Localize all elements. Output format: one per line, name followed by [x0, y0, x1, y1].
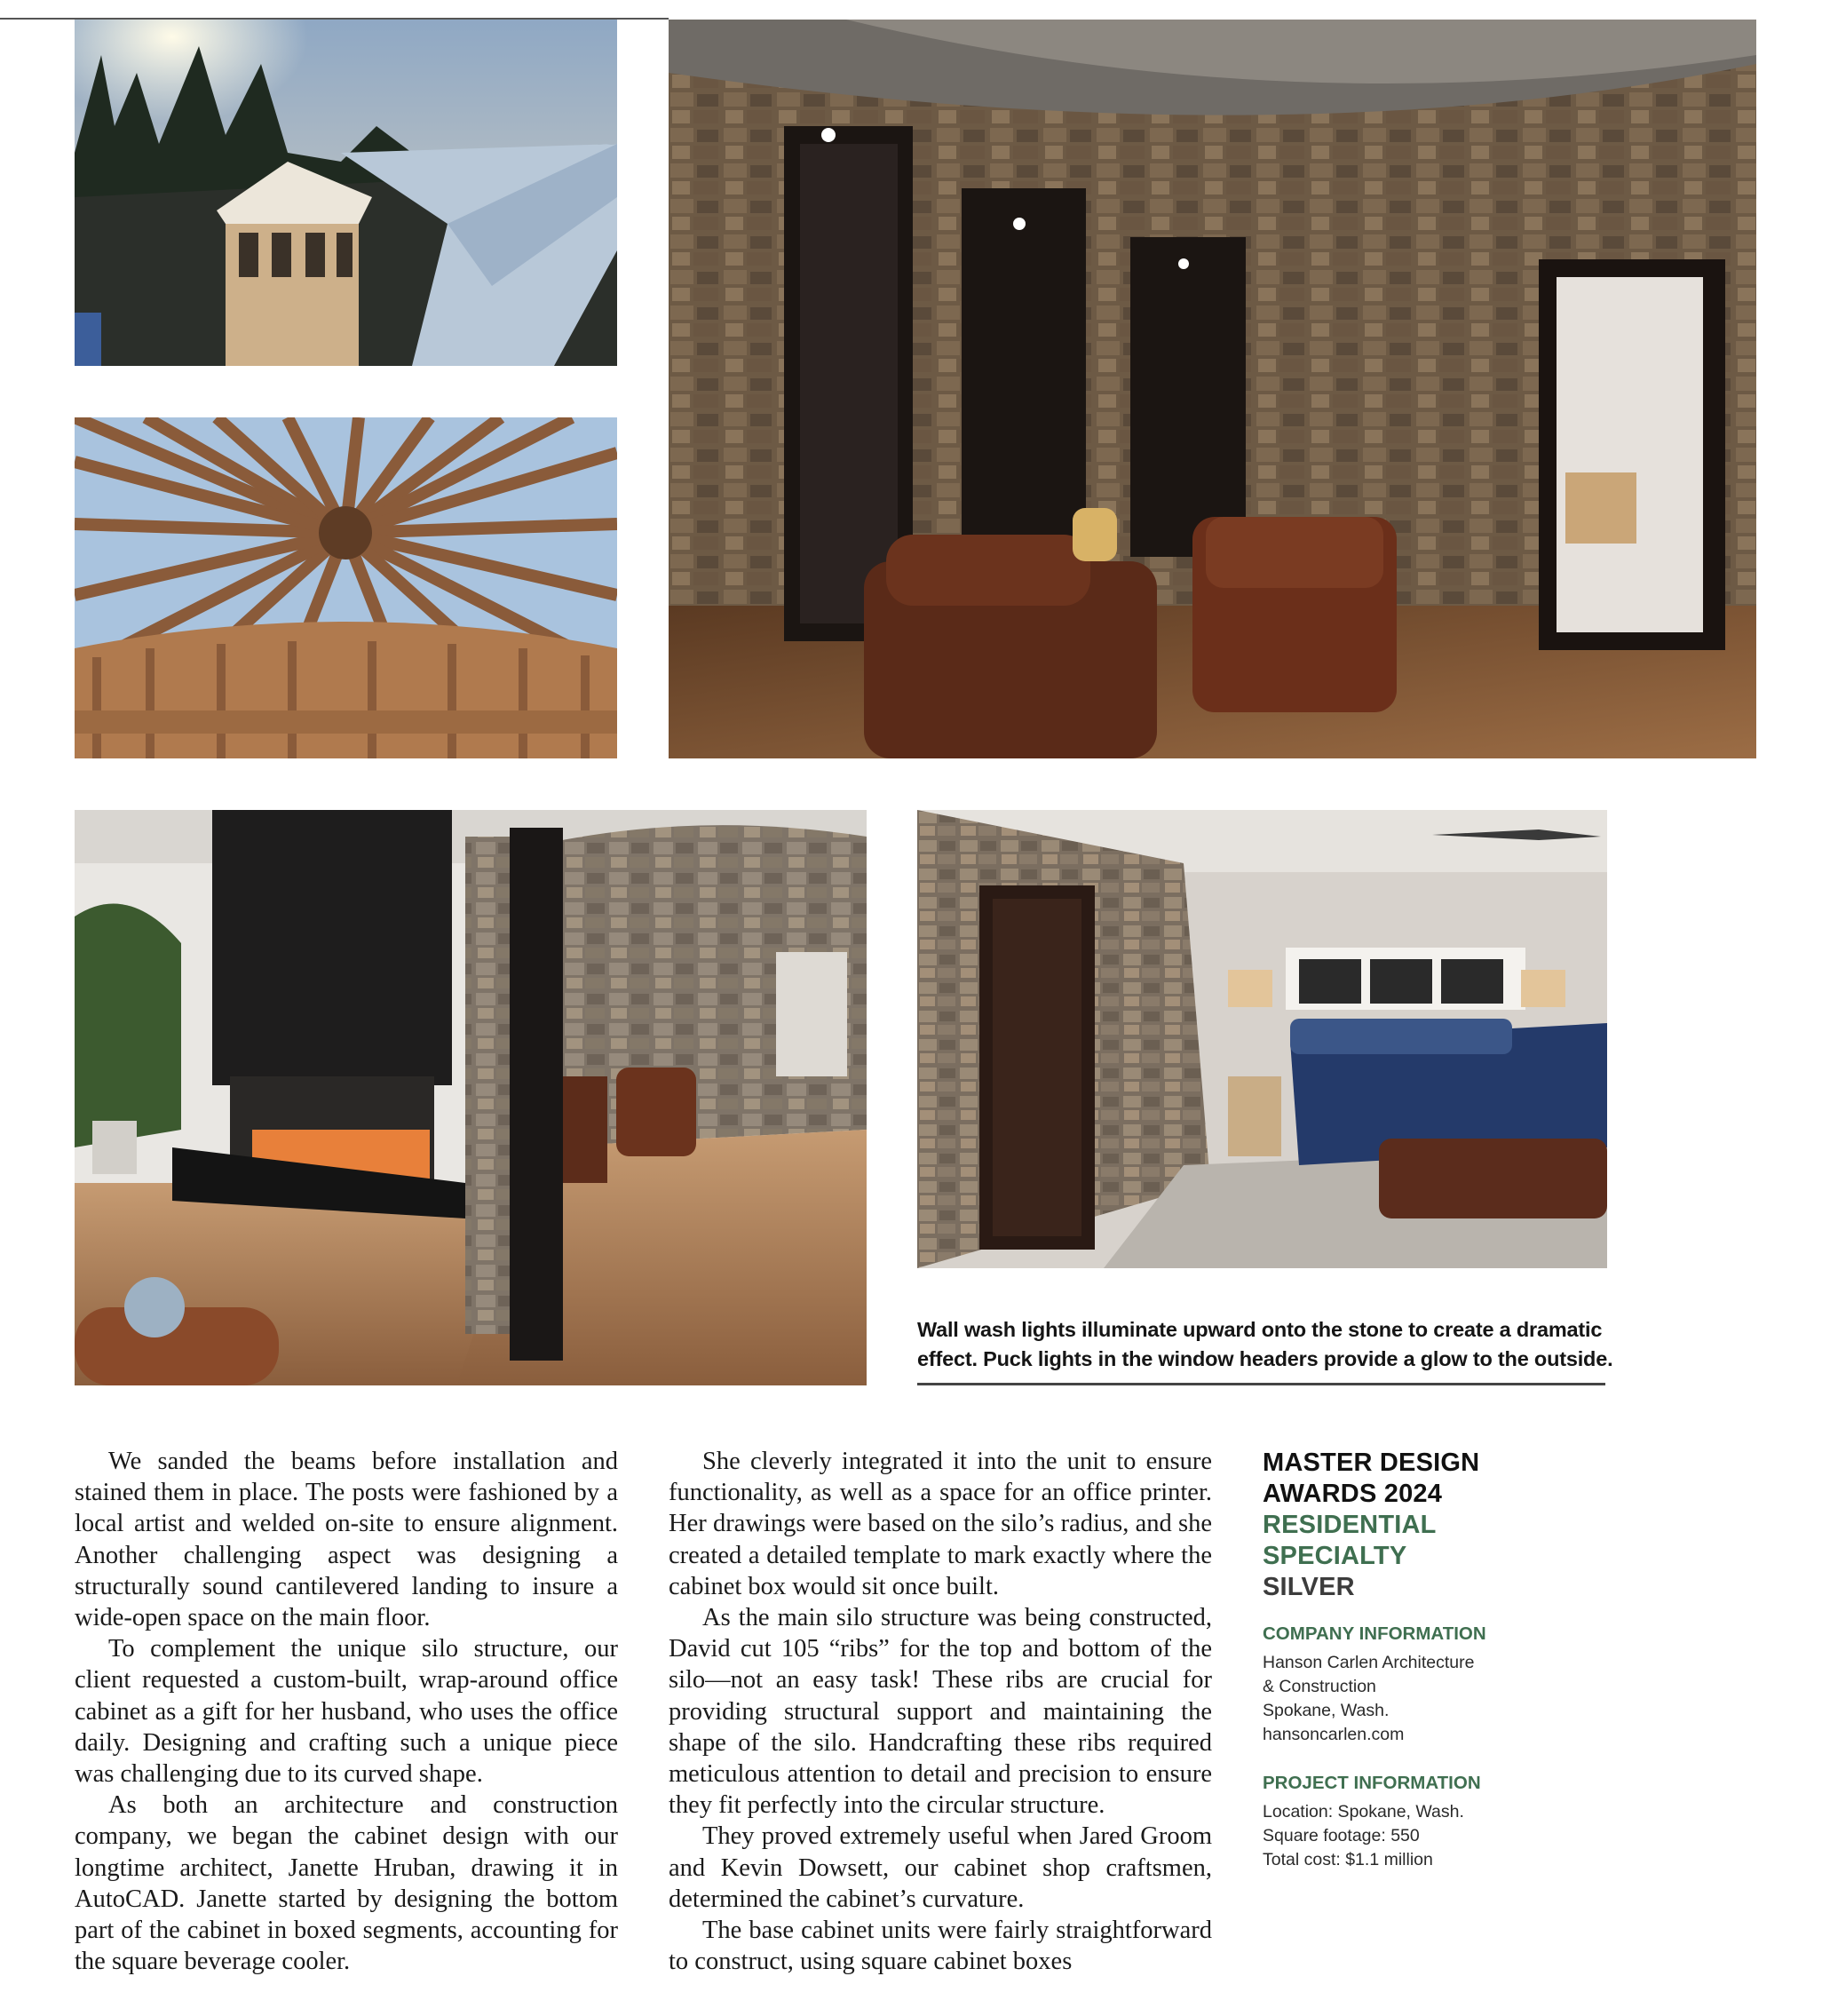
article-paragraph: To complement the unique silo structure, our client requested a custom-built, wrap-around office cabinet as a gift for her husband, who uses the office daily. Designing and crafting such a unique piece was challenging due to its curved shape. — [75, 1635, 618, 1789]
article-paragraph: She cleverly integrated it into the unit to ensure functionality, as well as a space for an office printer. Her drawings were based on the silo’s radius, and she created a detailed template to mark exactly where the cabinet box would sit once built. — [669, 1448, 1212, 1600]
bedroom-stone-wall-photo — [917, 810, 1607, 1268]
project-total-cost: Total cost: $1.1 million — [1263, 1850, 1433, 1869]
project-info-heading: PROJECT INFORMATION — [1263, 1773, 1481, 1793]
award-title-line-1: MASTER DESIGN — [1263, 1449, 1480, 1477]
award-sidebar — [1263, 1448, 1556, 1872]
company-name-line-2: & Construction — [1263, 1677, 1376, 1696]
company-name-line-1: Hanson Carlen Architecture — [1263, 1653, 1475, 1672]
company-website: hansoncarlen.com — [1263, 1725, 1405, 1744]
award-category-line-1: RESIDENTIAL — [1263, 1511, 1437, 1539]
caption-line-1: Wall wash lights illuminate upward onto the stone to create a dramatic — [917, 1318, 1603, 1341]
award-category-line-2: SPECIALTY — [1263, 1542, 1407, 1570]
article-paragraph: They proved extremely useful when Jared Groom and Kevin Dowsett, our cabinet shop craftsmen, determined the cabinet’s curvature. — [669, 1822, 1212, 1913]
article-column-1 — [75, 1446, 618, 1977]
fireplace-living-room-photo — [75, 810, 867, 1385]
project-location: Location: Spokane, Wash. — [1263, 1802, 1464, 1822]
award-level: SILVER — [1263, 1573, 1355, 1601]
project-square-footage: Square footage: 550 — [1263, 1826, 1420, 1845]
caption-line-2: effect. Puck lights in the window headers provide a glow to the outside. — [917, 1347, 1613, 1370]
company-info-heading: COMPANY INFORMATION — [1263, 1623, 1486, 1644]
silo-under-construction-photo — [75, 20, 617, 366]
award-title-line-2: AWARDS 2024 — [1263, 1480, 1443, 1508]
company-location: Spokane, Wash. — [1263, 1701, 1390, 1720]
article-paragraph: The base cabinet units were fairly straightforward to construct, using square cabinet boxes — [669, 1917, 1212, 1976]
article-paragraph: As the main silo structure was being constructed, David cut 105 “ribs” for the top and bottom of the silo—not an easy task! These ribs are crucial for providing structural support and maintaining the shape of the silo. Handcrafting these ribs required meticulous attention to detail and precision to ensure they fit perfectly into the circular structure. — [669, 1604, 1212, 1820]
caption-rule — [917, 1383, 1605, 1385]
stone-sitting-room-photo — [669, 20, 1756, 758]
article-column-2 — [669, 1446, 1212, 1977]
roof-rib-framing-photo — [75, 417, 617, 758]
photo-caption — [917, 1315, 1628, 1374]
article-paragraph: As both an architecture and construction company, we began the cabinet design with our longtime architect, Janette Hruban, drawing it in AutoCAD. Janette started by designing the bottom part of the cabinet in boxed segments, accounting for the square beverage cooler. — [75, 1791, 618, 1976]
article-paragraph: We sanded the beams before installation and stained them in place. The posts were fashioned by a local artist and welded on-site to ensure alignment. Another challenging aspect was designing a structurally sound cantilevered landing to insure a wide-open space on the main floor. — [75, 1448, 618, 1632]
